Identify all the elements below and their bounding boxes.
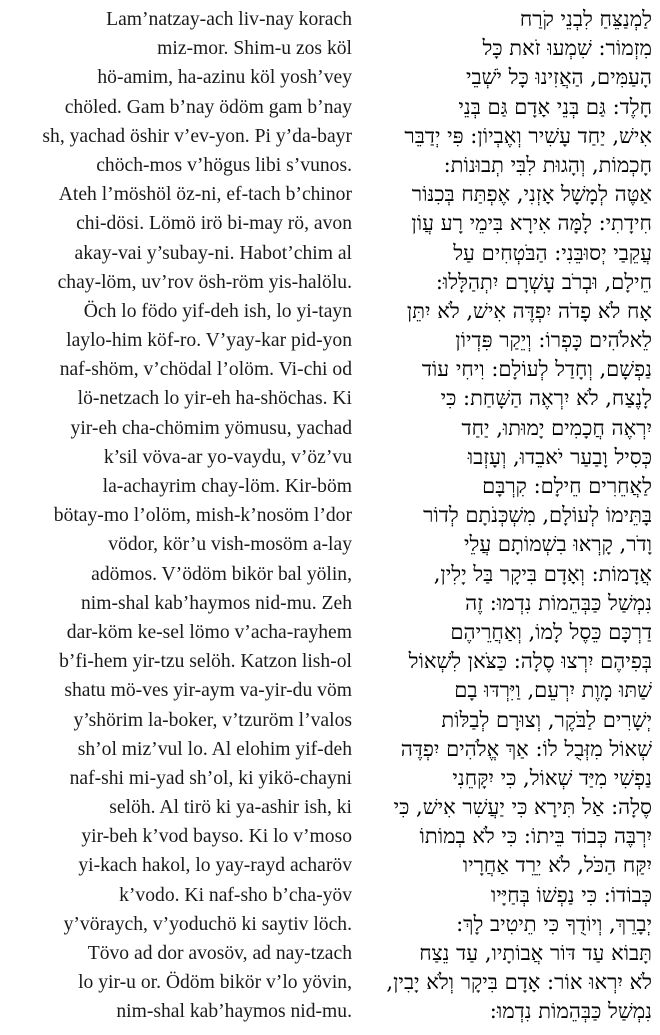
hebrew-line: יִרְאֶה חֲכָמִים יָמוּתוּ, יַחַד [461, 415, 652, 440]
hebrew-line: לָנֶצַח, לֹא יִרְאֶה הַשָּׁחַת: כִּי [440, 386, 652, 411]
transliteration-line: Lam’natzay-ach liv-nay korach [106, 9, 352, 30]
transliteration-line: nim-shal kab’haymos nid-mu. [116, 1001, 352, 1023]
hebrew-line: מִזְמוֹר: שִׁמְעוּ זֹאת כָּל [482, 36, 652, 61]
hebrew-line: שְׁאוֹל מִזְּבֻל לוֹ: אַךְ אֱלֹהִים יִפְדֶּה [400, 736, 652, 761]
hebrew-line: יִקַּח הַכֹּל, לֹא יֵרֵד אַחֲרָיו [462, 853, 652, 878]
hebrew-line: אִישׁ, יַחַד עָשִׁיר וְאֶבְיוֹן: פִּי יְדַבֵּר [404, 123, 652, 148]
hebrew-line: תָּבוֹא עַד דּוֹר אֲבוֹתָיו, עַד נֵצַח [419, 941, 652, 965]
hebrew-line: דַרְכָּם כֵּסֶל לָמוֹ, וְאַחֲרֵיהֶם [450, 619, 652, 644]
transliteration-line: lö-netzach lo yir-eh ha-shöchas. Ki [77, 388, 352, 410]
transliteration-line: sh, yachad öshir v’ev-yon. Pi y’da-bayr [42, 125, 352, 147]
transliteration-line: dar-köm ke-sel lömo v’acha-rayhem [66, 621, 352, 643]
transliteration-line: yi-kach hakol, lo yay-rayd acharöv [78, 855, 352, 877]
hebrew-line: אָח לֹא פָדֹה יִפְדֶּה אִישׁ, לֹא יִתֵּן [406, 298, 652, 323]
hebrew-line: יִרְבֶּה כְּבוֹד בֵּיתוֹ: כִּי לֹא בְמוֹתוֹ [419, 824, 652, 849]
transliteration-line: sh’ol miz’vul lo. Al elohim yif-deh [77, 738, 352, 760]
hebrew-line: אַטֶּה לְמָשָׁל אָזְנִי, אֶפְתַּח בְּכִנּוֹר [411, 182, 652, 207]
transliteration-line: selöh. Al tirö ki ya-ashir ish, ki [109, 797, 352, 819]
transliteration-line: k’vodo. Ki naf-sho b’cha-yöv [119, 884, 352, 906]
transliteration-line: chöch-mos v’högus libi s’vunos. [96, 154, 352, 176]
hebrew-line: לֵאלֹהִים כָּפְרוֹ: וְיֵקַר פִּדְיוֹן [455, 328, 652, 353]
transliteration-line: y’vöraych, v’yoduchö ki saytiv löch. [63, 913, 352, 935]
hebrew-column [362, 0, 652, 1035]
hebrew-line: לַאֲחֵרִים חֵילָם: קִרְבָּם [482, 474, 652, 498]
hebrew-line: יְבָרֵךְ, וְיוֹדֻךָ כִּי תֵיטִיב לָךְ: [456, 911, 652, 936]
transliteration-line: akay-vai y’subay-ni. Habot’chim al [74, 242, 352, 264]
transliteration-line: yir-beh k’vod bayso. Ki lo v’moso [81, 826, 352, 848]
hebrew-line: נִמְשַׁל כַּבְּהֵמוֹת נִדְמוּ: זֶה [465, 590, 652, 615]
hebrew-line: שַׁתּוּ מָוֶת יִרְעֵם, וַיִּרְדּוּ בָם [454, 678, 652, 703]
transliteration-line: lo yir-u or. Ödöm bikör v’lo yövin, [78, 972, 352, 994]
transliteration-line: y’shörim la-boker, v’tzuröm l’valos [73, 709, 352, 731]
hebrew-line: הָעַמִּים, הַאֲזִינוּ כָּל יֹשְׁבֵי [465, 65, 652, 90]
hebrew-line: לֹא יִרְאוּ אוֹר: אָדָם בִּיקָר וְלֹא יָבִין, [386, 970, 652, 995]
hebrew-line: לַמְנַצֵּחַ לִבְנֵי קֹרַח [519, 7, 652, 31]
transliteration-line: Tövo ad dor avosöv, ad nay-tzach [87, 943, 352, 964]
transliteration-line: Ateh l’möshöl öz-ni, ef-tach b’chinor [58, 184, 352, 206]
hebrew-line: חָכְמוֹת, וְהָגוּת לִבִּי תְבוּנוֹת: [443, 152, 652, 177]
transliteration-column [10, 0, 352, 1035]
transliteration-line: vödor, kör’u vish-mosöm a-lay [108, 534, 352, 556]
transliteration-line: naf-shi mi-yad sh’ol, ki yikö-chayni [69, 767, 352, 789]
hebrew-line: כְּבוֹדוֹ: כִּי נַפְשׁוֹ בְּחַיָּיו [490, 882, 652, 907]
transliteration-line: k’sil vöva-ar yo-vaydu, v’öz’vu [103, 446, 352, 468]
transliteration-line: hö-amim, ha-azinu köl yosh’vey [97, 67, 352, 89]
transliteration-line: la-achayrim chay-löm. Kir-böm [102, 476, 352, 497]
transliteration-line: bötay-mo l’olöm, mish-k’nosöm l’dor [53, 505, 352, 527]
transliteration-line: nim-shal kab’haymos nid-mu. Zeh [81, 592, 352, 614]
hebrew-line: נַפְשִׁי מִיַּד שְׁאוֹל, כִּי יִקָּחֵנִי [452, 765, 652, 790]
transliteration-line: adömos. V’ödöm bikör bal yölin, [91, 563, 352, 585]
hebrew-line: בְּפִיהֶם יִרְצוּ סֶלָה: כַּצֹּאן לִשְׁאוֹל [408, 649, 652, 674]
hebrew-line: חִידָתִי: לָמָּה אִירָא בִּימֵי רָע עֲוֹן [411, 211, 652, 236]
hebrew-line: כְּסִיל וָבַעַר יֹאבֵדוּ, וְעָזְבוּ [467, 444, 652, 469]
hebrew-line: אֲדָמוֹת: וְאָדָם בִּיקָר בַּל יָלִין, [433, 561, 652, 586]
transliteration-line: naf-shöm, v’chödal l’olöm. Vi-chi od [59, 359, 352, 381]
transliteration-line: laylo-him köf-ro. V’yay-kar pid-yon [66, 330, 352, 352]
hebrew-line: סֶלָה: אַל תִּירָא כִּי יַעֲשִׁר אִישׁ, כִּי [393, 795, 652, 820]
transliteration-line: Öch lo födo yif-deh ish, lo yi-tayn [83, 300, 352, 322]
transliteration-line: b’fi-hem yir-tzu selöh. Katzon lish-ol [59, 651, 352, 673]
hebrew-line: חָלֶד: גַּם בְּנֵי אָדָם גַּם בְּנֵי [458, 94, 652, 119]
hebrew-line: נַפְשָׁם, וְחָדַל לְעוֹלָם: וִיחִי עוֹד [421, 357, 652, 382]
transliteration-line: chi-dösi. Lömö irö bi-may rö, avon [76, 213, 352, 235]
hebrew-line: חֵילָם, וּבְרֹב עָשְׁרָם יִתְהַלָּלוּ: [435, 269, 652, 294]
transliteration-line: yir-eh cha-chömim yömusu, yachad [70, 417, 352, 439]
transliteration-line: chöled. Gam b’nay ödöm gam b’nay [64, 96, 352, 118]
transliteration-line: chay-löm, uv’rov ösh-röm yis-halölu. [57, 271, 352, 293]
hebrew-line: בָּתֵּימוֹ לְעוֹלָם, מִשְׁכְּנֹתָם לְדוֹר [423, 503, 652, 528]
hebrew-line: עֲקֵבַי יְסוּבֵּנִי: הַבֹּטְחִים עַל [453, 240, 652, 265]
hebrew-line: יְשָׁרִים לַבֹּקֶר, וְצוּרָם לְבַלּוֹת [441, 707, 652, 732]
transliteration-line: miz-mor. Shim-u zos köl [157, 38, 352, 60]
transliteration-line: shatu mö-ves yir-aym va-yir-du vöm [64, 680, 352, 702]
hebrew-line: וָדֹר, קָרְאוּ בִשְׁמוֹתָם עֲלֵי [464, 532, 652, 557]
hebrew-line: נִמְשַׁל כַּבְּהֵמוֹת נִדְמוּ: [489, 999, 652, 1024]
